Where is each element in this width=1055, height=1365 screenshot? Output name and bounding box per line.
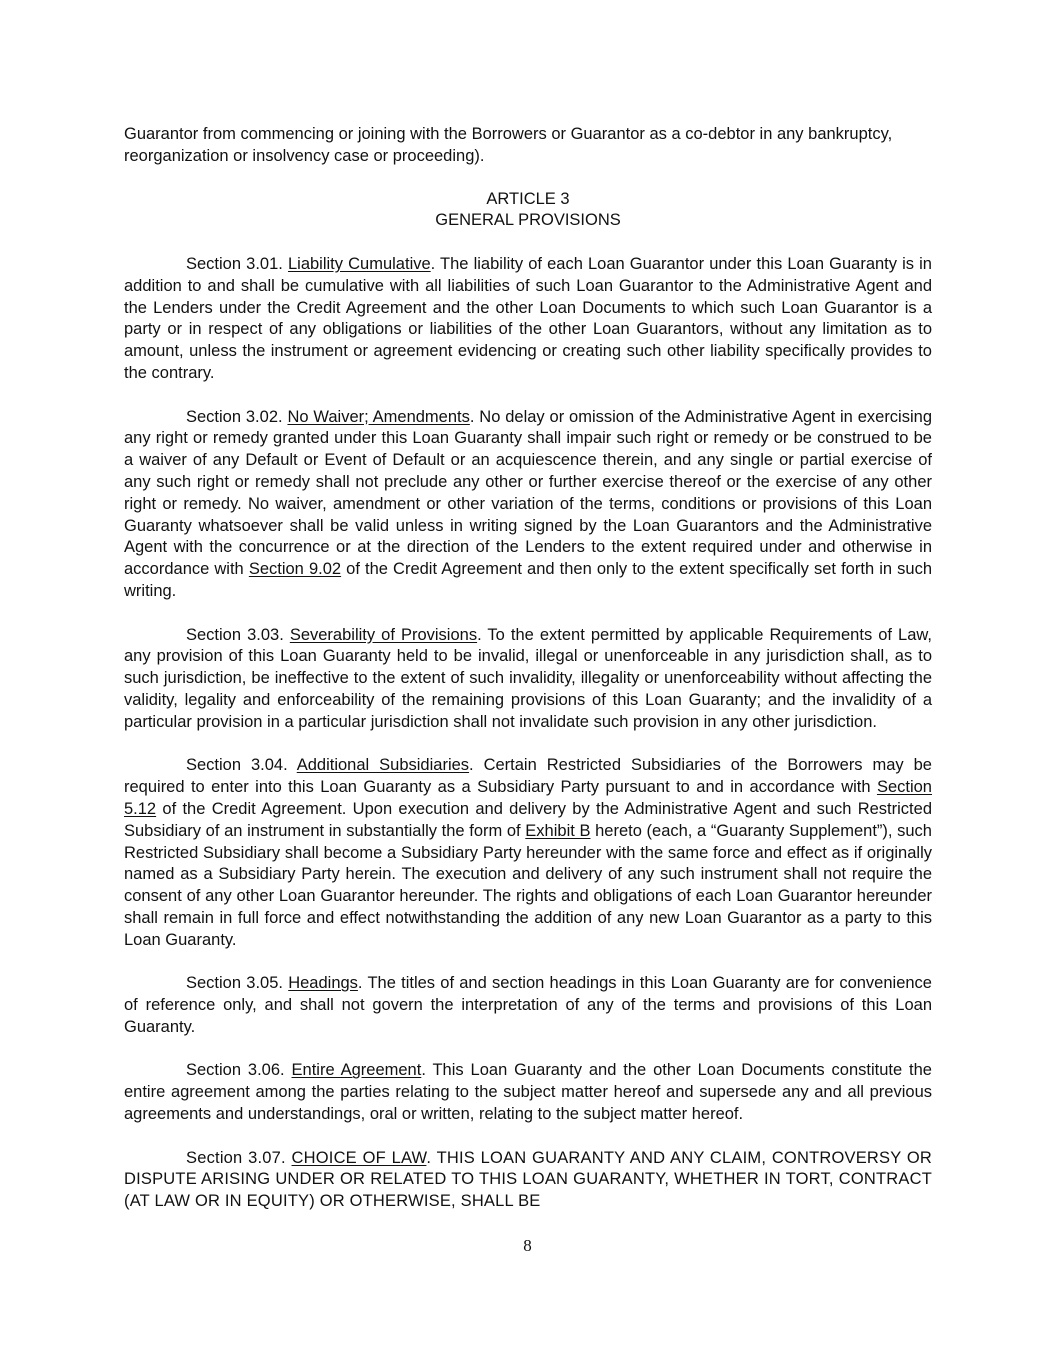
section-text: of the Credit Agreement and then only to the extent specifically set forth in such writing. (124, 560, 932, 600)
intro-paragraph: Guarantor from commencing or joining with the Borrowers or Guarantor as a co-debtor in any bankruptcy, reorganization or insolvency case or proceeding). (124, 125, 893, 165)
section-heading: Severability of Provisions (289, 625, 478, 644)
article-header (124, 189, 932, 233)
section-text: . Certain Restricted Subsidiaries of the Borrowers may be required to enter into this Loan Guaranty as a Subsidiary Party pursuant to and in accordance with (124, 756, 932, 797)
section-3-04 (124, 755, 932, 951)
section-text: . This Loan Guaranty and the other Loan Documents constitute the entire agreement among the parties relating to the subject matter hereof and supersede any and all previous agreements and understandings, oral or written, relating to the subject matter hereof. (124, 1061, 932, 1124)
section-text: of the Credit Agreement. Upon execution and delivery by the Administrative Agent and such Restricted Subsidiary of an instrument in substantially the form of (124, 799, 932, 840)
article-number: ARTICLE 3 (486, 189, 570, 208)
section-heading: No Waiver; Amendments (287, 407, 470, 426)
section-heading: CHOICE OF LAW (291, 1148, 427, 1167)
section-label: Section 3.03. (186, 625, 284, 644)
section-heading: Headings (288, 974, 358, 993)
section-label: Section 3.07. (186, 1148, 286, 1167)
cross-reference: Section 9.02 (248, 560, 342, 579)
section-3-03 (124, 625, 932, 734)
cross-reference: Exhibit B (525, 821, 591, 840)
section-3-05 (124, 973, 932, 1038)
section-text: . The liability of each Loan Guarantor under this Loan Guaranty is in addition to and shall be cumulative with all liabilities of such Loan Guarantor to the Administrative Agent and the Lenders under the Credit Agreement and the other Loan Documents to which such Loan Guarantor is a party or in respect of any obligations or liabilities of the other Loan Guarantors, without any limitation as to amount, unless the instrument or agreement evidencing or creating such other liability specifically provides to the contrary. (124, 254, 932, 382)
section-3-07 (124, 1148, 932, 1213)
section-heading: Additional Subsidiaries (296, 756, 470, 775)
section-text: . No delay or omission of the Administrative Agent in exercising any right or remedy granted under this Loan Guaranty shall impair such right or remedy or be construed to be a waiver of any Default or Event of Default or an acquiescence therein, and any single or partial exercise of any such right or remedy shall not preclude any other or further exercise thereof or the exercise of any other right or remedy. No waiver, amendment or other variation of the terms, conditions or provisions of this Loan Guaranty whatsoever shall be valid unless in writing signed by the Loan Guarantors and the Administrative Agent with the concurrence or at the direction of the Lenders to the extent required under and otherwise in accordance with (124, 407, 932, 579)
section-label: Section 3.05. (186, 974, 283, 993)
cross-reference: Section 5.12 (124, 778, 932, 818)
section-3-01 (124, 254, 932, 385)
section-text: . To the extent permitted by applicable Requirements of Law, any provision of this Loan Guaranty held to be invalid, illegal or unenforceable in any jurisdiction shall, as to such jurisdiction, be ineffective to the extent of such invalidity, illegality or unenforceability without affecting the validity, legality and enforceability of the remaining provisions of this Loan Guaranty; and the invalidity of a particular provision in a particular jurisdiction shall not invalidate such provision in any other jurisdiction. (124, 625, 932, 731)
section-3-02 (124, 407, 932, 603)
page-number: 8 (523, 1236, 532, 1255)
page-body (124, 124, 932, 1213)
section-3-06 (124, 1060, 932, 1125)
section-heading: Liability Cumulative (287, 254, 431, 273)
section-label: Section 3.02. (186, 407, 283, 426)
section-label: Section 3.04. (186, 756, 288, 775)
section-text: . The titles of and section headings in this Loan Guaranty are for convenience of reference only, and shall not govern the interpretation of any of the terms and provisions of this Loan Guaranty. (124, 974, 932, 1036)
article-title: GENERAL PROVISIONS (435, 211, 621, 230)
section-text: hereto (each, a “Guaranty Supplement”), such Restricted Subsidiary shall become a Subsidiary Party hereunder with the same force and effect as if originally named as a Subsidiary Party herein. The execution and delivery of any such instrument shall not require the consent of any other Loan Guarantor hereunder. The rights and obligations of each Loan Guarantor hereunder shall remain in full force and effect notwithstanding the addition of any new Loan Guarantor as a party to this Loan Guaranty. (124, 821, 932, 949)
section-heading: Entire Agreement (291, 1061, 422, 1080)
section-text: . THIS LOAN GUARANTY AND ANY CLAIM, CONTROVERSY OR DISPUTE ARISING UNDER OR RELATED TO THIS LOAN GUARANTY, WHETHER IN TORT, CONTRACT (AT LAW OR IN EQUITY) OR OTHERWISE, SHALL BE (124, 1148, 932, 1211)
section-label: Section 3.06. (186, 1061, 285, 1080)
section-label: Section 3.01. (186, 254, 283, 273)
